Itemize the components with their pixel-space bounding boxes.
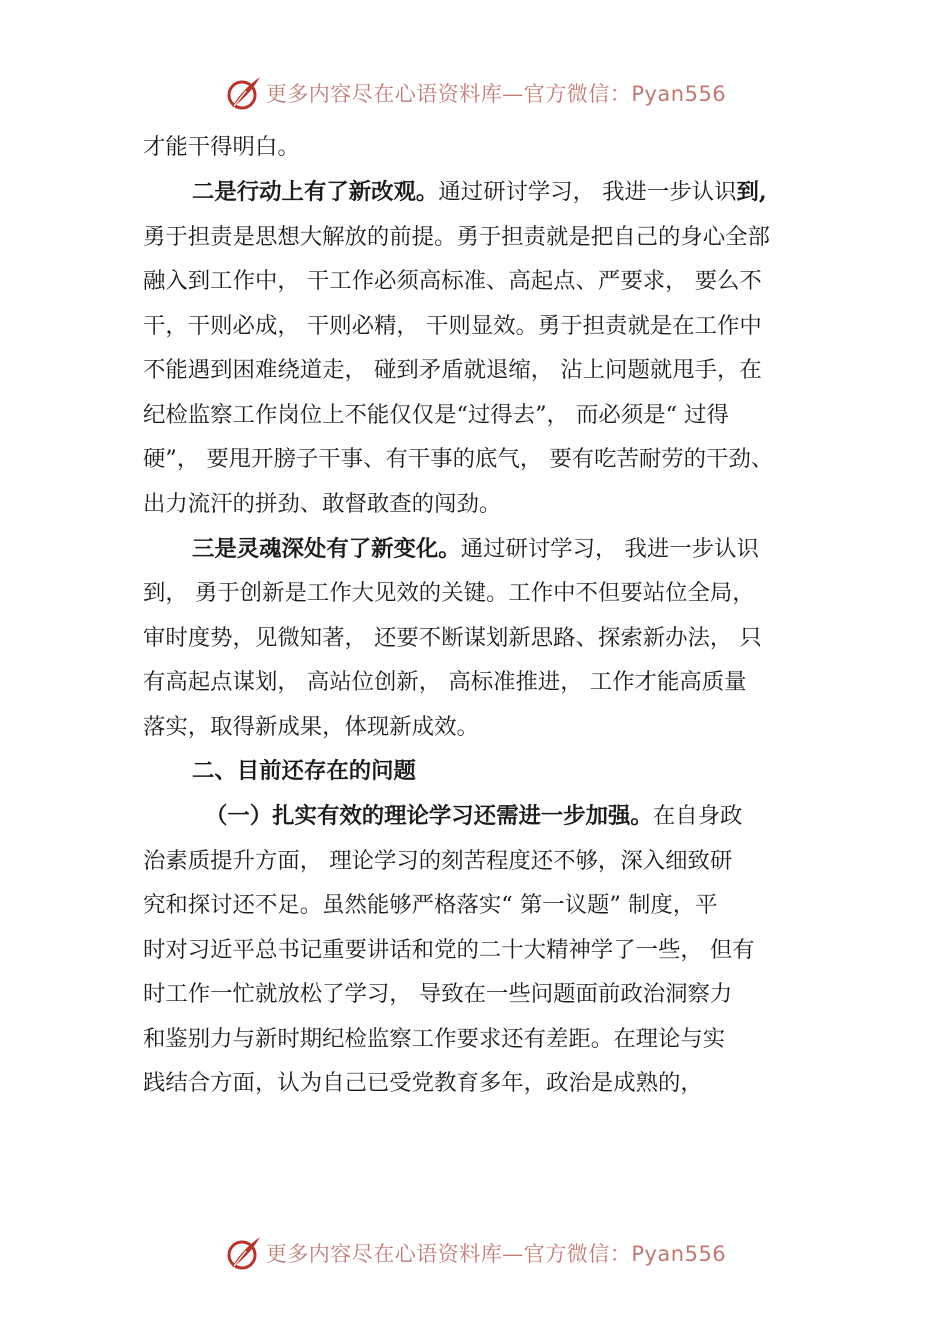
watermark-text: 更多内容尽在心语资料库—官方微信：Pyan556 bbox=[265, 1242, 727, 1266]
subsection-lead: （一）扎实有效的理论学习还需进一步加强。 bbox=[205, 803, 653, 829]
subsection-heading-line: （一）扎实有效的理论学习还需进一步加强。在自身政 bbox=[205, 803, 743, 829]
footer-watermark bbox=[0, 1233, 950, 1273]
paragraph-heading-line: 二是行动上有了新改观。通过研讨学习， 我进一步认识到, bbox=[192, 179, 767, 205]
paragraph-lead: 二是行动上有了新改观。 bbox=[192, 179, 439, 205]
text-line: 有高起点谋划， 高站位创新， 高标准推进， 工作才能高质量 bbox=[143, 669, 747, 695]
text-line: 硬”， 要甩开膀子干事、有干事的底气， 要有吃苦耐劳的干劲、 bbox=[143, 446, 774, 472]
text-line: 审时度势，见微知著， 还要不断谋划新思路、探索新办法， 只 bbox=[143, 625, 762, 651]
text-line: 和鉴别力与新时期纪检监察工作要求还有差距。在理论与实 bbox=[143, 1026, 726, 1052]
text-line: 纪检监察工作岗位上不能仅仅是“过得去”， 而必须是“ 过得 bbox=[143, 402, 729, 428]
watermark-text: 更多内容尽在心语资料库—官方微信：Pyan556 bbox=[265, 82, 727, 106]
text-line: 落实，取得新成果，体现新成效。 bbox=[143, 714, 479, 740]
text-line: 践结合方面，认为自己已受党教育多年，政治是成熟的， bbox=[143, 1070, 703, 1096]
text-line: 出力流汗的拼劲、敢督敢查的闯劲。 bbox=[143, 491, 502, 517]
paragraph-lead: 三是灵魂深处有了新变化。 bbox=[192, 536, 461, 562]
text-line: 融入到工作中， 干工作必须高标准、高起点、严要求， 要么不 bbox=[143, 268, 762, 294]
text-line: 才能干得明白。 bbox=[143, 134, 300, 160]
text-line: 干，干则必成， 干则必精， 干则显效。勇于担责就是在工作中 bbox=[143, 313, 762, 339]
quill-in-circle-icon bbox=[224, 1233, 264, 1273]
text-line: 不能遇到困难绕道走， 碰到矛盾就退缩， 沾上问题就甩手，在 bbox=[143, 357, 762, 383]
paragraph-heading-line: 三是灵魂深处有了新变化。通过研讨学习， 我进一步认识 bbox=[192, 536, 759, 562]
text-line: 究和探讨还不足。虽然能够严格落实“ 第一议题” 制度，平 bbox=[143, 892, 718, 918]
text-line: 到， 勇于创新是工作大见效的关键。工作中不但要站位全局， bbox=[143, 580, 755, 606]
text-line: 时工作一忙就放松了学习， 导致在一些问题面前政治洞察力 bbox=[143, 981, 733, 1007]
text-line: 时对习近平总书记重要讲话和党的二十大精神学了一些， 但有 bbox=[143, 937, 755, 963]
section-heading: 二、目前还存在的问题 bbox=[192, 758, 416, 784]
text-line: 勇于担责是思想大解放的前提。勇于担责就是把自己的身心全部 bbox=[143, 224, 770, 250]
text-line: 治素质提升方面， 理论学习的刻苦程度还不够，深入细致研 bbox=[143, 848, 733, 874]
